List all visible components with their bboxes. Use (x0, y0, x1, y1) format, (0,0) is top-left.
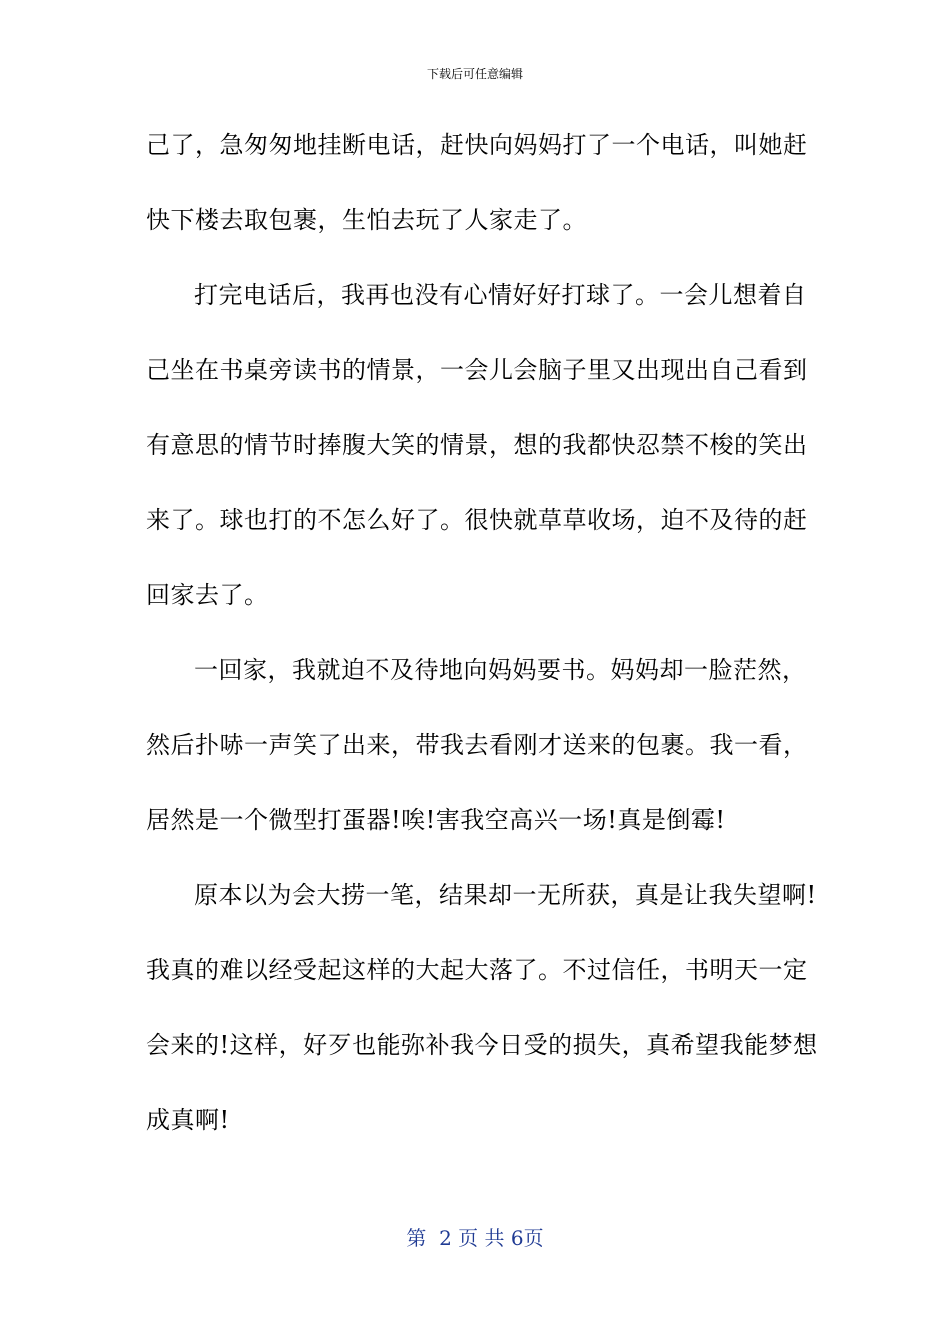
paragraph-start-line: 原本以为会大捞一笔，结果却一无所获，真是让我失望啊! (194, 881, 817, 909)
text-line: 己坐在书桌旁读书的情景，一会儿会脑子里又出现出自己看到 (146, 356, 808, 384)
text-line: 快下楼去取包裹，生怕去玩了人家走了。 (146, 206, 587, 234)
text-line: 己了，急匆匆地挂断电话，赶快向妈妈打了一个电话，叫她赶 (146, 131, 808, 159)
text-line: 我真的难以经受起这样的大起大落了。不过信任，书明天一定 (146, 956, 808, 984)
text-line: 会来的!这样，好歹也能弥补我今日受的损失，真希望我能梦想 (146, 1031, 818, 1059)
text-line: 成真啊! (146, 1106, 230, 1134)
paragraph-start-line: 打完电话后，我再也没有心情好好打球了。一会儿想着自 (194, 281, 807, 309)
paragraph-start-line: 一回家，我就迫不及待地向妈妈要书。妈妈却一脸茫然， (194, 656, 807, 684)
page-number-footer: 第 2 页 共 6页 (406, 1226, 544, 1250)
text-line: 然后扑哧一声笑了出来，带我去看刚才送来的包裹。我一看， (146, 731, 808, 759)
text-line: 居然是一个微型打蛋器!唉!害我空高兴一场!真是倒霉! (146, 806, 726, 834)
header-note: 下载后可任意编辑 (426, 67, 523, 81)
text-line: 回家去了。 (146, 581, 269, 609)
body-text (146, 118, 818, 1168)
text-line: 有意思的情节时捧腹大笑的情景，想的我都快忍禁不梭的笑出 (146, 431, 808, 459)
text-line: 来了。球也打的不怎么好了。很快就草草收场，迫不及待的赶 (146, 506, 808, 534)
